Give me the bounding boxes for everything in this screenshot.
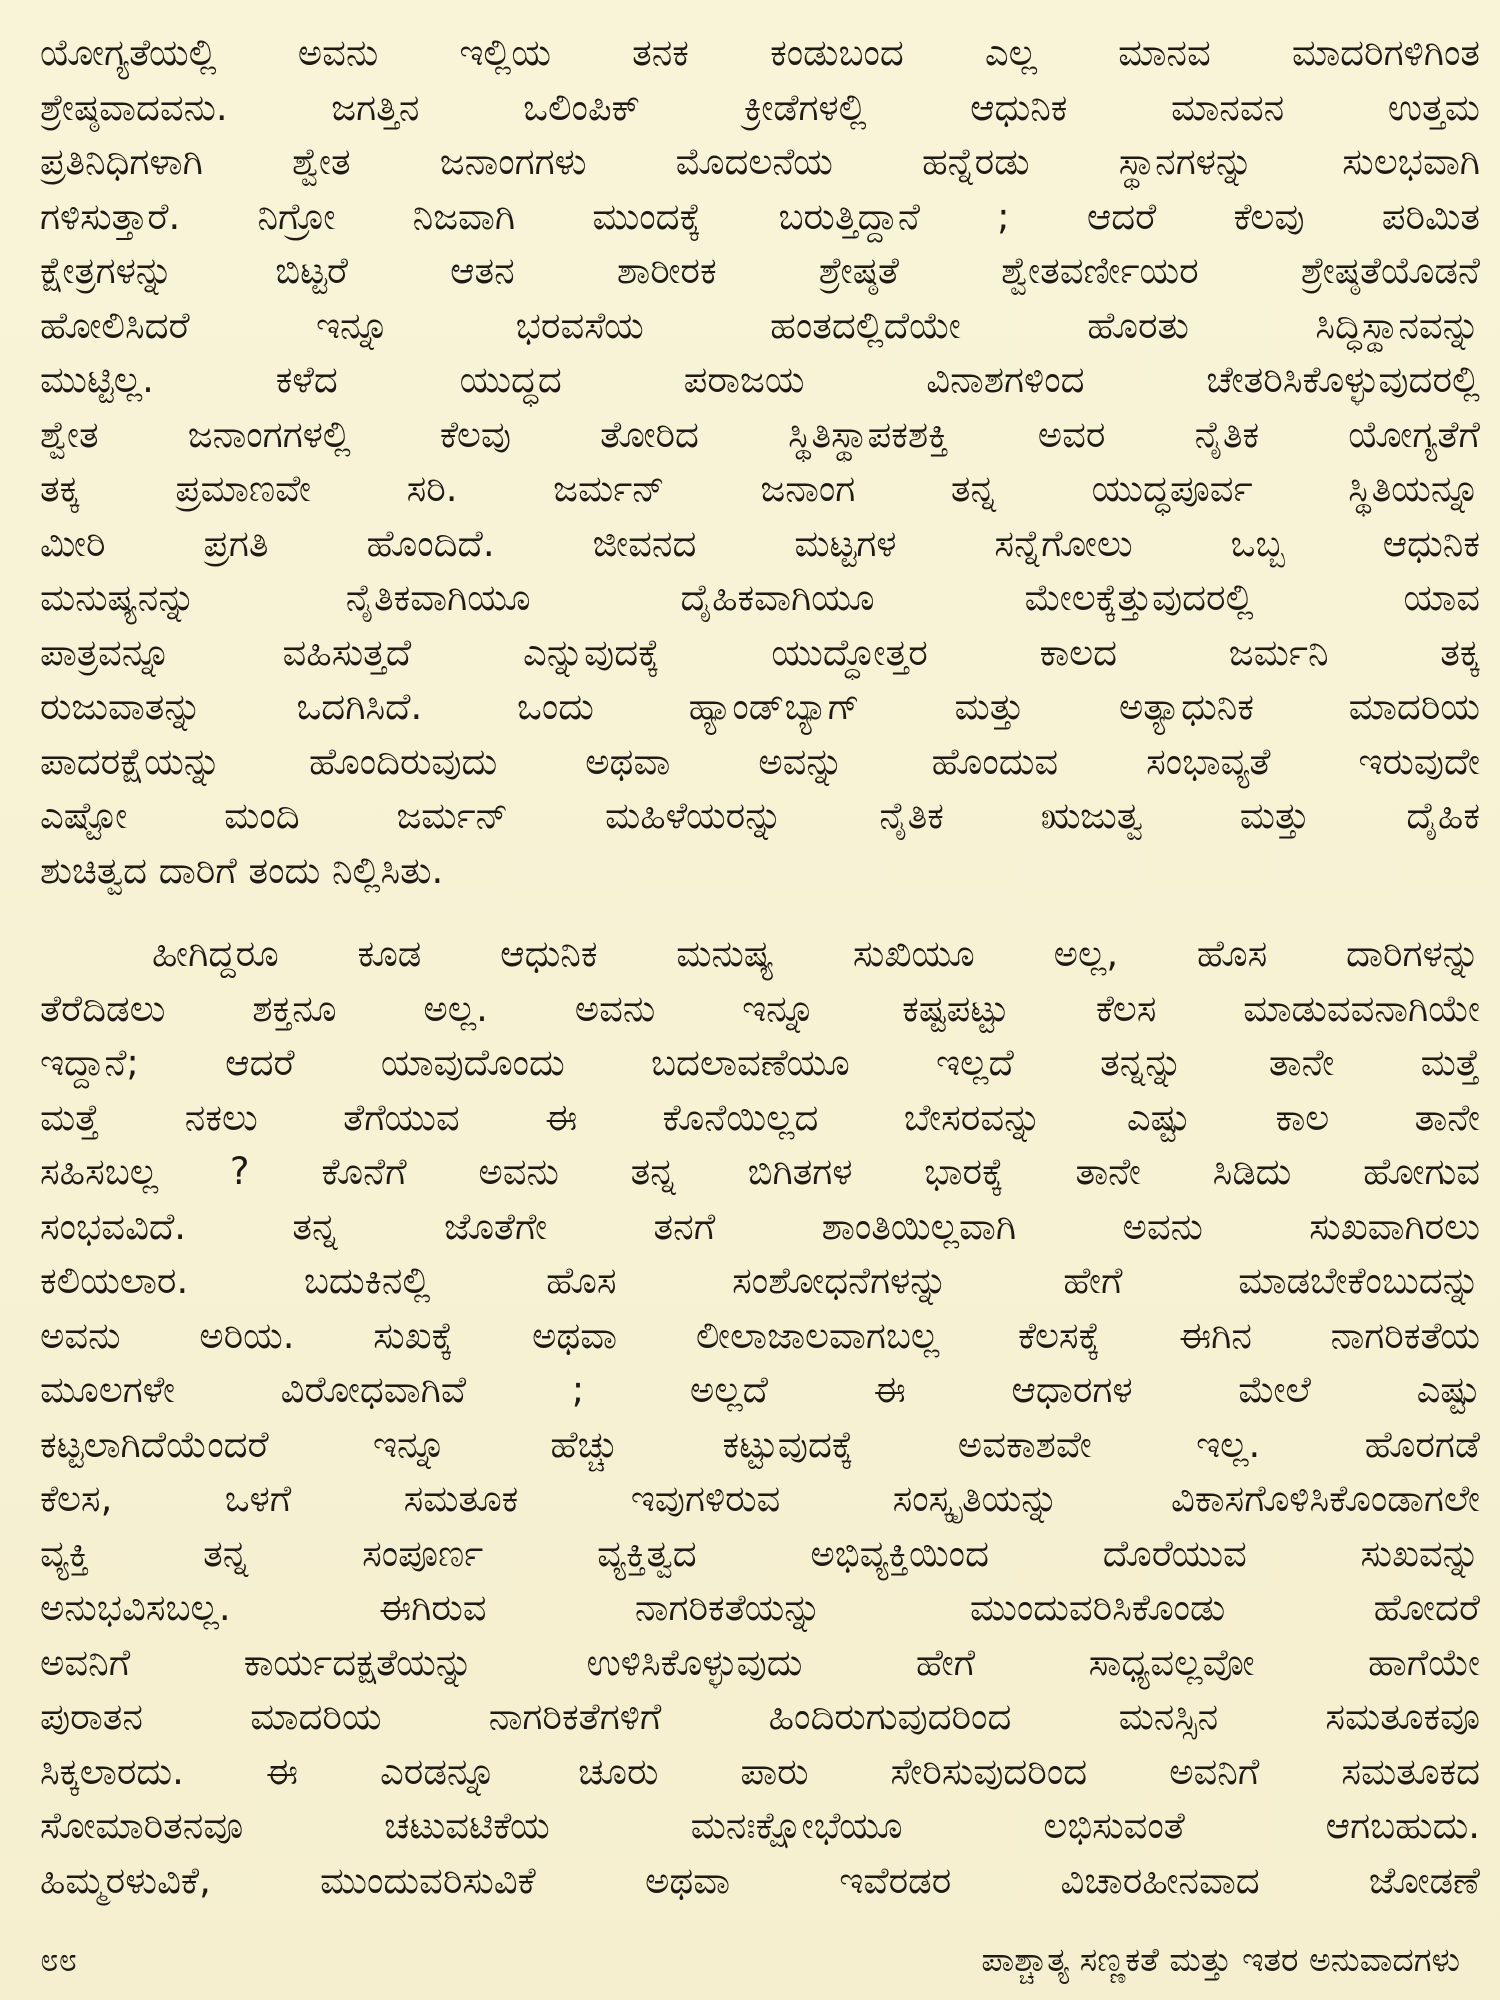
text-line: ಮತ್ತೆ ನಕಲು ತೆಗೆಯುವ ಈ ಕೊನೆಯಿಲ್ಲದ ಬೇಸರವನ್ನು ಎಷ್ಟು ಕಾಲ ತಾನೇ — [40, 1095, 1480, 1139]
paragraph-2 — [40, 927, 1480, 1908]
page-number: ೮೮ — [40, 1940, 77, 1979]
text-line: ಮುಟ್ಟಿಲ್ಲ. ಕಳೆದ ಯುದ್ಧದ ಪರಾಜಯ ವಿನಾಶಗಳಿಂದ ಚೇತರಿಸಿಕೊಳ್ಳುವುದರಲ್ಲಿ — [40, 358, 1480, 401]
text-line: ಶ್ವೇತ ಜನಾಂಗಗಳಲ್ಲಿ ಕೆಲವು ತೋರಿದ ಸ್ಥಿತಿಸ್ಥಾಪಕಶಕ್ತಿ ಅವರ ನೈತಿಕ ಯೋಗ್ಯತೆಗೆ — [40, 412, 1480, 456]
text-line: ಸಿಕ್ಕಲಾರದು. ಈ ಎರಡನ್ನೂ ಚೂರು ಪಾರು ಸೇರಿಸುವುದರಿಂದ ಅವನಿಗೆ ಸಮತೂಕದ — [40, 1749, 1480, 1793]
text-line: ತಕ್ಕ ಪ್ರಮಾಣವೇ ಸರಿ. ಜರ್ಮನ್ ಜನಾಂಗ ತನ್ನ ಯುದ್ಧಪೂರ್ವ ಸ್ಥಿತಿಯನ್ನೂ — [40, 467, 1480, 510]
text-line: ಮೂಲಗಳೇ ವಿರೋಧವಾಗಿವೆ ; ಅಲ್ಲದೆ ಈ ಆಧಾರಗಳ ಮೇಲೆ ಎಷ್ಟು — [40, 1368, 1480, 1411]
text-line: ಅನುಭವಿಸಬಲ್ಲ. ಈಗಿರುವ ನಾಗರಿಕತೆಯನ್ನು ಮುಂದುವರಿಸಿಕೊಂಡು ಹೋದರೆ — [40, 1586, 1480, 1629]
text-line: ಪಾದರಕ್ಷೆಯನ್ನು ಹೊಂದಿರುವುದು ಅಥವಾ ಅವನ್ನು ಹೊಂದುವ ಸಂಭಾವ್ಯತೆ ಇರುವುದೇ — [40, 739, 1480, 783]
paragraph-1 — [40, 26, 1480, 898]
text-line: ಇದ್ದಾನೆ; ಆದರೆ ಯಾವುದೊಂದು ಬದಲಾವಣೆಯೂ ಇಲ್ಲದೆ ತನ್ನನ್ನು ತಾನೇ ಮತ್ತೆ — [40, 1041, 1480, 1084]
text-line: ಕಲಿಯಲಾರ. ಬದುಕಿನಲ್ಲಿ ಹೊಸ ಸಂಶೋಧನೆಗಳನ್ನು ಹೇಗೆ ಮಾಡಬೇಕೆಂಬುದನ್ನು — [40, 1259, 1480, 1302]
text-line: ಅವನಿಗೆ ಕಾರ್ಯದಕ್ಷತೆಯನ್ನು ಉಳಿಸಿಕೊಳ್ಳುವುದು ಹೇಗೆ ಸಾಧ್ಯವಲ್ಲವೋ ಹಾಗೆಯೇ — [40, 1640, 1480, 1684]
text-line: ಪಾತ್ರವನ್ನೂ ವಹಿಸುತ್ತದೆ ಎನ್ನುವುದಕ್ಕೆ ಯುದ್ಧೋತ್ತರ ಕಾಲದ ಜರ್ಮನಿ ತಕ್ಕ — [40, 630, 1480, 674]
text-line: ಪುರಾತನ ಮಾದರಿಯ ನಾಗರಿಕತೆಗಳಿಗೆ ಹಿಂದಿರುಗುವುದರಿಂದ ಮನಸ್ಸಿನ ಸಮತೂಕವೂ — [40, 1695, 1480, 1738]
text-line: ಸಂಭವವಿದೆ. ತನ್ನ ಜೊತೆಗೇ ತನಗೆ ಶಾಂತಿಯಿಲ್ಲವಾಗಿ ಅವನು ಸುಖವಾಗಿರಲು — [40, 1204, 1480, 1248]
text-line: ಕಟ್ಟಲಾಗಿದೆಯೆಂದರೆ ಇನ್ನೂ ಹೆಚ್ಚು ಕಟ್ಟುವುದಕ್ಕೆ ಅವಕಾಶವೇ ಇಲ್ಲ. ಹೊರಗಡೆ — [40, 1422, 1480, 1466]
text-line: ಮೀರಿ ಪ್ರಗತಿ ಹೊಂದಿದೆ. ಜೀವನದ ಮಟ್ಟಗಳ ಸನ್ನೆಗೋಲು ಒಬ್ಬ ಆಧುನಿಕ — [40, 521, 1480, 565]
text-line: ಹೀಗಿದ್ದರೂ ಕೂಡ ಆಧುನಿಕ ಮನುಷ್ಯ ಸುಖಿಯೂ ಅಲ್ಲ, ಹೊಸ ದಾರಿಗಳನ್ನು — [152, 932, 1480, 975]
text-line: ಮನುಷ್ಯನನ್ನು ನೈತಿಕವಾಗಿಯೂ ದೈಹಿಕವಾಗಿಯೂ ಮೇಲಕ್ಕೆತ್ತುವುದರಲ್ಲಿ ಯಾವ — [40, 576, 1480, 619]
text-line: ಸಹಿಸಬಲ್ಲ ? ಕೊನೆಗೆ ಅವನು ತನ್ನ ಬಿಗಿತಗಳ ಭಾರಕ್ಕೆ ತಾನೇ ಸಿಡಿದು ಹೋಗುವ — [40, 1150, 1480, 1193]
text-line: ಶುಚಿತ್ವದ ದಾರಿಗೆ ತಂದು ನಿಲ್ಲಿಸಿತು. — [40, 848, 444, 892]
running-title: ಪಾಶ್ಚಾತ್ಯ ಸಣ್ಣಕತೆ ಮತ್ತು ಇತರ ಅನುವಾದಗಳು — [981, 1940, 1460, 1979]
text-line: ವ್ಯಕ್ತಿ ತನ್ನ ಸಂಪೂರ್ಣ ವ್ಯಕ್ತಿತ್ವದ ಅಭಿವ್ಯಕ್ತಿಯಿಂದ ದೊರೆಯುವ ಸುಖವನ್ನು — [40, 1531, 1480, 1575]
page-footer — [40, 1938, 1460, 1982]
text-line: ಯೋಗ್ಯತೆಯಲ್ಲಿ ಅವನು ಇಲ್ಲಿಯ ತನಕ ಕಂಡುಬಂದ ಎಲ್ಲ ಮಾನವ ಮಾದರಿಗಳಿಗಿಂತ — [40, 31, 1480, 74]
text-line: ರುಜುವಾತನ್ನು ಒದಗಿಸಿದೆ. ಒಂದು ಹ್ಯಾಂಡ್‌ಬ್ಯಾಗ್ ಮತ್ತು ಅತ್ಯಾಧುನಿಕ ಮಾದರಿಯ — [40, 685, 1480, 728]
text-line: ಗಳಿಸುತ್ತಾರೆ. ನಿಗ್ರೋ ನಿಜವಾಗಿ ಮುಂದಕ್ಕೆ ಬರುತ್ತಿದ್ದಾನೆ ; ಆದರೆ ಕೆಲವು ಪರಿಮಿತ — [40, 194, 1480, 238]
text-line: ಕೆಲಸ, ಒಳಗೆ ಸಮತೂಕ ಇವುಗಳಿರುವ ಸಂಸ್ಕೃತಿಯನ್ನು ವಿಕಾಸಗೊಳಿಸಿಕೊಂಡಾಗಲೇ — [40, 1477, 1480, 1520]
text-line: ಹೋಲಿಸಿದರೆ ಇನ್ನೂ ಭರವಸೆಯ ಹಂತದಲ್ಲಿದೆಯೇ ಹೊರತು ಸಿದ್ಧಿಸ್ಥಾನವನ್ನು — [40, 303, 1480, 347]
text-line: ತೆರೆದಿಡಲು ಶಕ್ತನೂ ಅಲ್ಲ. ಅವನು ಇನ್ನೂ ಕಷ್ಟಪಟ್ಟು ಕೆಲಸ ಮಾಡುವವನಾಗಿಯೇ — [40, 986, 1480, 1030]
text-line: ಹಿಮ್ಮರಳುವಿಕೆ, ಮುಂದುವರಿಸುವಿಕೆ ಅಥವಾ ಇವೆರಡರ ವಿಚಾರಹೀನವಾದ ಜೋಡಣೆ — [40, 1858, 1480, 1902]
text-line: ಅವನು ಅರಿಯ. ಸುಖಕ್ಕೆ ಅಥವಾ ಲೀಲಾಜಾಲವಾಗಬಲ್ಲ ಕೆಲಸಕ್ಕೆ ಈಗಿನ ನಾಗರಿಕತೆಯ — [40, 1313, 1480, 1357]
text-line: ಎಷ್ಟೋ ಮಂದಿ ಜರ್ಮನ್ ಮಹಿಳೆಯರನ್ನು ನೈತಿಕ ಋಜುತ್ವ ಮತ್ತು ದೈಹಿಕ — [40, 794, 1480, 837]
text-line: ಸೋಮಾರಿತನವೂ ಚಟುವಟಿಕೆಯ ಮನಃಕ್ಷೋಭೆಯೂ ಲಭಿಸುವಂತೆ ಆಗಬಹುದು. — [40, 1804, 1480, 1847]
text-line: ಪ್ರತಿನಿಧಿಗಳಾಗಿ ಶ್ವೇತ ಜನಾಂಗಗಳು ಮೊದಲನೆಯ ಹನ್ನೆರಡು ಸ್ಥಾನಗಳನ್ನು ಸುಲಭವಾಗಿ — [40, 140, 1480, 183]
text-line: ಕ್ಷೇತ್ರಗಳನ್ನು ಬಿಟ್ಟರೆ ಆತನ ಶಾರೀರಕ ಶ್ರೇಷ್ಠತೆ ಶ್ವೇತವರ್ಣೀಯರ ಶ್ರೇಷ್ಠತೆಯೊಡನೆ — [40, 249, 1480, 292]
text-line: ಶ್ರೇಷ್ಠವಾದವನು. ಜಗತ್ತಿನ ಒಲಿಂಪಿಕ್ ಕ್ರೀಡೆಗಳಲ್ಲಿ ಆಧುನಿಕ ಮಾನವನ ಉತ್ತಮ — [40, 85, 1480, 129]
